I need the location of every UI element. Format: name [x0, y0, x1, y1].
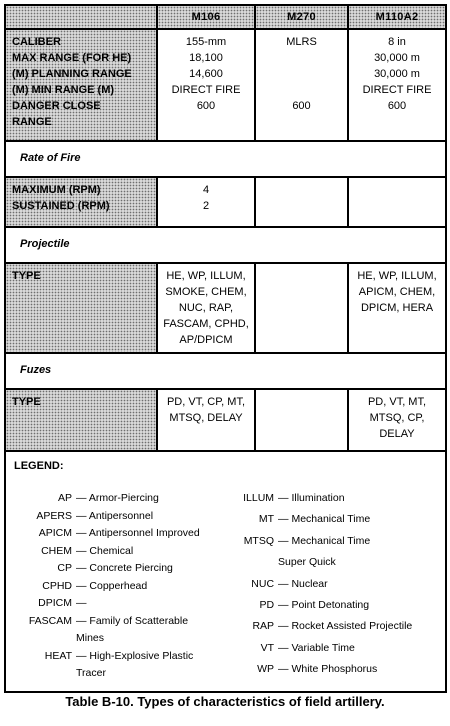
legend-abbreviation: NUC [251, 577, 275, 590]
m110a2-projectile-values [348, 263, 446, 353]
m106-fuze-line: PD, VT, CP, MT, [166, 396, 246, 408]
legend-description: — [76, 597, 87, 609]
label-min-range: (M) MIN RANGE (M) [12, 84, 115, 96]
m110a2-general-values [348, 29, 446, 141]
legend-abbreviation: CPHD [42, 579, 72, 592]
projectile-section-row [5, 227, 446, 263]
m270-general-values [255, 29, 348, 141]
label-fuze-type: TYPE [12, 396, 41, 408]
m110a2-fuze-line: DELAY [379, 428, 415, 440]
legend-abbreviation: CP [57, 562, 72, 574]
m270-projectile-values [255, 263, 348, 353]
general-row-labels [5, 29, 157, 141]
legend-description: — White Phosphorus [278, 663, 378, 676]
legend-abbreviation: FASCAM [28, 614, 72, 627]
rate-of-fire-row [5, 177, 446, 227]
label-projectile-type: TYPE [12, 270, 41, 282]
m110a2-projectile-line: HE, WP, ILLUM, [357, 270, 437, 282]
legend-description: — Copperhead [76, 579, 148, 592]
legend-abbreviation: PD [259, 598, 275, 611]
m106-max-range: 18,100 [189, 52, 223, 64]
legend-description: — Antipersonnel Improved [76, 527, 200, 539]
m110a2-projectile-line: APICM, CHEM, [358, 286, 436, 298]
m110a2-rate-values [348, 177, 446, 227]
m106-projectile-line: HE, WP, ILLUM, [166, 270, 246, 282]
legend-abbreviation: VT [260, 641, 275, 654]
m106-fuze-values [157, 389, 255, 451]
column-header-m270: M270 [255, 5, 348, 29]
legend-description: — Concrete Piercing [76, 562, 173, 574]
rate-of-fire-labels [5, 177, 157, 227]
label-sustained-rpm: SUSTAINED (RPM) [12, 200, 110, 212]
legend-description: — Point Detonating [278, 598, 370, 611]
legend-abbreviation: WP [257, 663, 275, 676]
legend-description: — Chemical [76, 544, 134, 557]
legend-description: — Nuclear [278, 577, 328, 590]
artillery-characteristics-table [4, 4, 447, 693]
fuzes-row [5, 389, 446, 451]
legend-description: — High-Explosive Plastic Tracer [76, 649, 194, 679]
m106-projectile-values [157, 263, 255, 353]
legend-description: — Antipersonnel [76, 509, 154, 522]
label-caliber: CALIBER [12, 36, 61, 48]
rate-of-fire-section-row [5, 141, 446, 177]
legend-abbreviation: HEAT [44, 649, 72, 662]
legend-description: — Mechanical Time [278, 534, 371, 547]
legend-description: — Rocket Assisted Projectile [278, 620, 413, 633]
m106-general-values [157, 29, 255, 141]
legend-entries [14, 490, 437, 683]
legend-abbreviation: DPICM [38, 597, 72, 609]
table-caption: Table B-10. Types of characteristics of field artillery. [65, 694, 385, 709]
label-danger-close: DANGER CLOSE [12, 100, 101, 112]
section-title-fuzes: Fuzes [5, 353, 446, 389]
label-planning-range: (M) PLANNING RANGE [12, 68, 132, 80]
legend-abbreviation: APERS [36, 509, 72, 522]
fuze-type-label-cell [5, 389, 157, 451]
projectile-row [5, 263, 446, 353]
legend-abbreviation: MTSQ [243, 534, 275, 547]
m110a2-planning-range: 30,000 m [374, 68, 420, 80]
label-range: RANGE [12, 116, 52, 128]
legend-row [5, 451, 446, 692]
m110a2-fuze-values [348, 389, 446, 451]
m106-projectile-line: AP/DPICM [179, 334, 233, 346]
legend-abbreviation [218, 554, 278, 575]
legend-left-column [14, 490, 218, 683]
legend-description: — Variable Time [278, 641, 355, 654]
m106-maximum-rpm: 4 [202, 184, 210, 196]
m270-danger-close: 600 [292, 100, 311, 112]
m110a2-projectile-line: DPICM, HERA [360, 302, 434, 314]
m106-min-range: DIRECT FIRE [171, 84, 241, 96]
legend-description: — Armor-Piercing [76, 492, 159, 504]
legend-description: — Illumination [278, 492, 345, 504]
m106-sustained-rpm: 2 [202, 200, 210, 212]
label-maximum-rpm: MAXIMUM (RPM) [12, 184, 101, 196]
fuzes-section-row [5, 353, 446, 389]
m110a2-max-range: 30,000 m [374, 52, 420, 64]
m106-caliber: 155-mm [185, 36, 227, 48]
legend-abbreviation: ILLUM [243, 492, 275, 504]
legend-description: — Mechanical Time [278, 513, 371, 526]
legend-title: LEGEND: [14, 460, 64, 472]
section-title-projectile: Projectile [5, 227, 446, 263]
legend-abbreviation: MT [258, 513, 275, 526]
column-header-row [5, 5, 446, 29]
m106-projectile-line: FASCAM, CPHD, [163, 318, 249, 330]
legend-abbreviation: RAP [252, 620, 275, 633]
section-title-rate-of-fire: Rate of Fire [5, 141, 446, 177]
column-header-m106: M106 [157, 5, 255, 29]
m270-rate-values [255, 177, 348, 227]
corner-cell [5, 5, 157, 29]
label-max-range: MAX RANGE (FOR HE) [12, 52, 132, 64]
artillery-table-page [4, 4, 445, 693]
m106-fuze-line: MTSQ, DELAY [169, 412, 243, 424]
legend-abbreviation: APICM [38, 527, 72, 539]
legend [5, 451, 446, 692]
m110a2-fuze-line: PD, VT, MT, [367, 396, 427, 408]
projectile-type-label-cell [5, 263, 157, 353]
m110a2-min-range: DIRECT FIRE [362, 84, 432, 96]
legend-abbreviation: CHEM [41, 544, 72, 557]
m106-projectile-line: NUC, RAP, [178, 302, 234, 314]
general-characteristics-row [5, 29, 446, 141]
m106-planning-range: 14,600 [189, 68, 223, 80]
m270-fuze-values [255, 389, 348, 451]
legend-description: Super Quick [278, 556, 336, 569]
m110a2-caliber: 8 in [388, 36, 406, 48]
m106-projectile-line: SMOKE, CHEM, [165, 286, 247, 298]
legend-description: — Family of Scatterable Mines [76, 614, 189, 644]
m106-danger-close: 600 [196, 100, 216, 112]
m270-caliber: MLRS [286, 36, 317, 48]
legend-abbreviation: AP [57, 492, 72, 504]
legend-right-column [218, 490, 437, 683]
column-header-m110a2: M110A2 [348, 5, 446, 29]
m106-rate-values [157, 177, 255, 227]
m110a2-fuze-line: MTSQ, CP, [369, 412, 425, 424]
m110a2-danger-close: 600 [387, 100, 407, 112]
